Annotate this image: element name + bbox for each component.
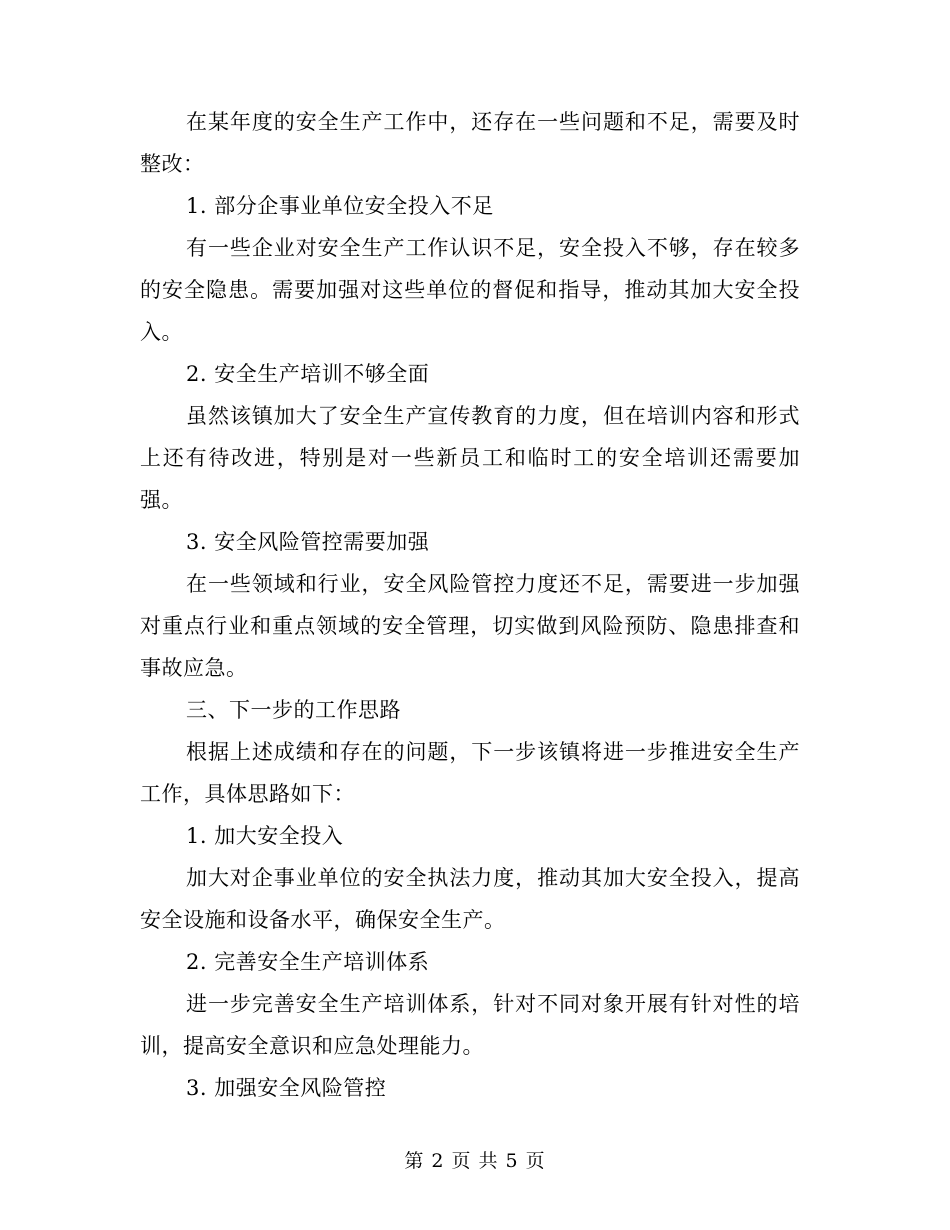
heading-issue-3: 3. 安全风险管控需要加强 bbox=[186, 530, 430, 554]
paragraph-issue-2: 虽然该镇加大了安全生产宣传教育的力度，但在培训内容和形式上还有待改进，特别是对一些新员工和临时工的安全培训还需要加强。 bbox=[140, 404, 800, 512]
section-heading-next-steps: 三、下一步的工作思路 bbox=[186, 698, 401, 722]
paragraph-next-steps-intro: 根据上述成绩和存在的问题，下一步该镇将进一步推进安全生产工作，具体思路如下： bbox=[140, 740, 800, 806]
page-number-footer: 第 2 页 共 5 页 bbox=[404, 1150, 546, 1172]
heading-issue-1: 1. 部分企事业单位安全投入不足 bbox=[186, 194, 494, 218]
heading-plan-1: 1. 加大安全投入 bbox=[186, 824, 344, 848]
paragraph-issue-3: 在一些领域和行业，安全风险管控力度还不足，需要进一步加强对重点行业和重点领域的安全管理，切实做到风险预防、隐患排查和事故应急。 bbox=[140, 572, 800, 680]
paragraph-plan-1: 加大对企事业单位的安全执法力度，推动其加大安全投入，提高安全设施和设备水平，确保安全生产。 bbox=[140, 866, 800, 932]
heading-plan-3: 3. 加强安全风险管控 bbox=[186, 1076, 387, 1100]
paragraph-intro: 在某年度的安全生产工作中，还存在一些问题和不足，需要及时整改： bbox=[140, 110, 800, 176]
paragraph-issue-1: 有一些企业对安全生产工作认识不足，安全投入不够，存在较多的安全隐患。需要加强对这些单位的督促和指导，推动其加大安全投入。 bbox=[140, 236, 800, 344]
heading-plan-2: 2. 完善安全生产培训体系 bbox=[186, 950, 430, 974]
document-body bbox=[140, 101, 800, 1109]
heading-issue-2: 2. 安全生产培训不够全面 bbox=[186, 362, 430, 386]
paragraph-plan-2: 进一步完善安全生产培训体系，针对不同对象开展有针对性的培训，提高安全意识和应急处理能力。 bbox=[140, 992, 800, 1058]
